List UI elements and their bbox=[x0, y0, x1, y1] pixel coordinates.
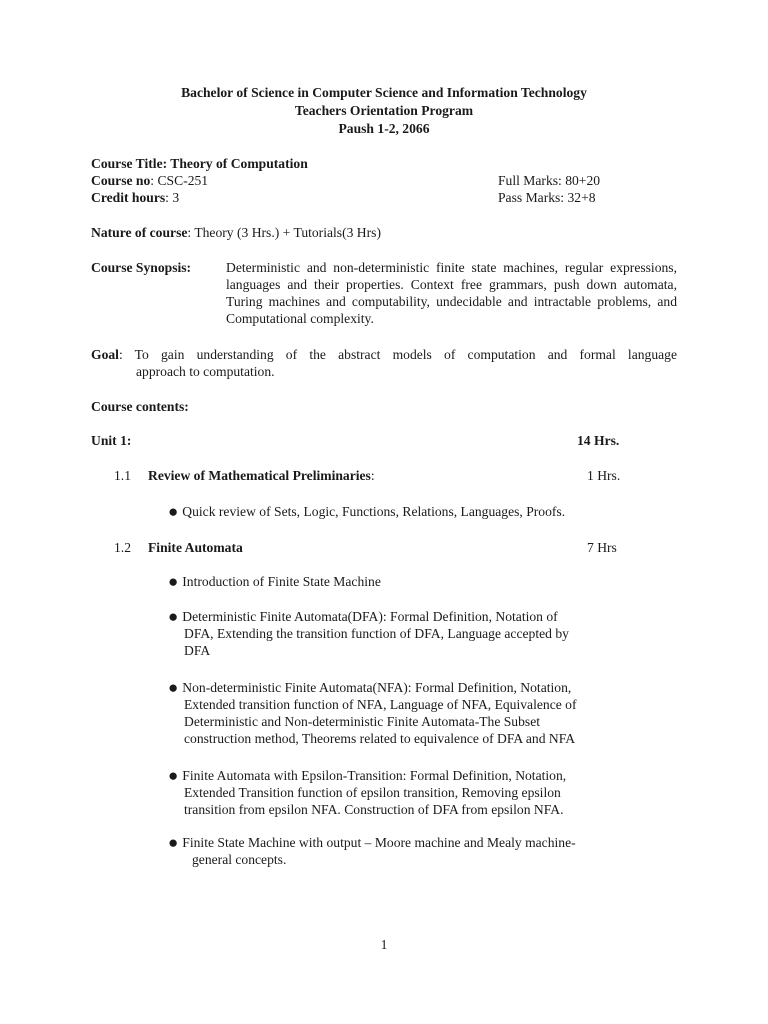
nature-value: : Theory (3 Hrs.) + Tutorials(3 Hrs) bbox=[187, 225, 381, 240]
bullet-text: transition from epsilon NFA. Construction of DFA from epsilon NFA. bbox=[184, 802, 564, 817]
nature-of-course bbox=[91, 224, 381, 241]
program-subtitle: Teachers Orientation Program bbox=[294, 103, 474, 118]
bullet-fsm-intro bbox=[168, 573, 381, 590]
unit-1-hours: 14 Hrs. bbox=[577, 433, 620, 448]
credit-hours bbox=[91, 189, 179, 206]
section-1-1-number: 1.1 bbox=[114, 468, 131, 483]
course-no-label: Course no bbox=[91, 173, 151, 188]
bullet-text: Deterministic and Non-deterministic Finite Automata-The Subset bbox=[184, 714, 541, 729]
bullet-text: Introduction of Finite State Machine bbox=[182, 574, 381, 589]
credit-hours-label: Credit hours bbox=[91, 190, 166, 205]
bullet-icon: ● bbox=[168, 502, 179, 521]
bullet-text: Non-deterministic Finite Automata(NFA): Formal Definition, Notation, bbox=[182, 680, 572, 695]
bullet-text: Finite State Machine with output – Moore machine and Mealy machine- bbox=[182, 835, 576, 850]
bullet-text: Extended Transition function of epsilon transition, Removing epsilon bbox=[184, 785, 561, 800]
section-1-2-number: 1.2 bbox=[114, 540, 131, 555]
program-date: Paush 1-2, 2066 bbox=[338, 121, 430, 136]
course-no-value: : CSC-251 bbox=[150, 173, 209, 188]
nature-label: Nature of course bbox=[91, 225, 188, 240]
goal-label: Goal bbox=[91, 347, 119, 362]
goal-text: : To gain understanding of the abstract models of computation and formal language bbox=[118, 347, 677, 362]
bullet-text: DFA bbox=[184, 643, 211, 658]
full-marks: Full Marks: 80+20 bbox=[498, 173, 601, 188]
bullet-text: construction method, Theorems related to equivalence of DFA and NFA bbox=[184, 731, 576, 746]
section-1-1-title-text: Review of Mathematical Preliminaries bbox=[148, 468, 371, 483]
synopsis-label: Course Synopsis: bbox=[91, 260, 192, 275]
bullet-icon: ● bbox=[168, 678, 179, 697]
bullet-dfa bbox=[168, 608, 569, 659]
bullet-text: general concepts. bbox=[192, 852, 287, 867]
section-1-1-hours: 1 Hrs. bbox=[587, 468, 621, 483]
bullet-icon: ● bbox=[168, 572, 179, 591]
bullet-icon: ● bbox=[168, 833, 179, 852]
synopsis-text: Deterministic and non-deterministic finite state machines, regular expressions, languages and their properties. Context free grammars, push down automata, Turing machines and computability, undecidable and intractable problems, and Computational complexity. bbox=[226, 260, 677, 326]
course-no bbox=[91, 172, 208, 189]
credit-hours-value: : 3 bbox=[165, 190, 180, 205]
section-1-1-title bbox=[148, 467, 375, 484]
course-contents-heading: Course contents: bbox=[91, 399, 189, 414]
bullet-icon: ● bbox=[168, 607, 179, 626]
goal-line-2: approach to computation. bbox=[136, 364, 275, 379]
section-1-2-hours: 7 Hrs bbox=[587, 540, 617, 555]
goal-line-1 bbox=[91, 346, 677, 363]
bullet-nfa bbox=[168, 679, 576, 747]
program-title: Bachelor of Science in Computer Science and Information Technology bbox=[181, 85, 587, 100]
bullet-text: Extended transition function of NFA, Language of NFA, Equivalence of bbox=[184, 697, 577, 712]
section-1-2-title: Finite Automata bbox=[148, 540, 243, 555]
bullet-text: Deterministic Finite Automata(DFA): Formal Definition, Notation of bbox=[182, 609, 558, 624]
bullet-text: DFA, Extending the transition function of DFA, Language accepted by bbox=[184, 626, 569, 641]
bullet-review-text: Quick review of Sets, Logic, Functions, Relations, Languages, Proofs. bbox=[182, 504, 566, 519]
bullet-icon: ● bbox=[168, 766, 179, 785]
pass-marks: Pass Marks: 32+8 bbox=[498, 190, 596, 205]
bullet-text: Finite Automata with Epsilon-Transition: Formal Definition, Notation, bbox=[182, 768, 567, 783]
bullet-review bbox=[168, 503, 565, 520]
bullet-fsm-output bbox=[168, 834, 576, 868]
course-title: Course Title: Theory of Computation bbox=[91, 156, 308, 171]
page-number: 1 bbox=[380, 937, 388, 952]
section-1-1-colon: : bbox=[370, 468, 375, 483]
bullet-epsilon-nfa bbox=[168, 767, 566, 818]
unit-1-label: Unit 1: bbox=[91, 433, 132, 448]
